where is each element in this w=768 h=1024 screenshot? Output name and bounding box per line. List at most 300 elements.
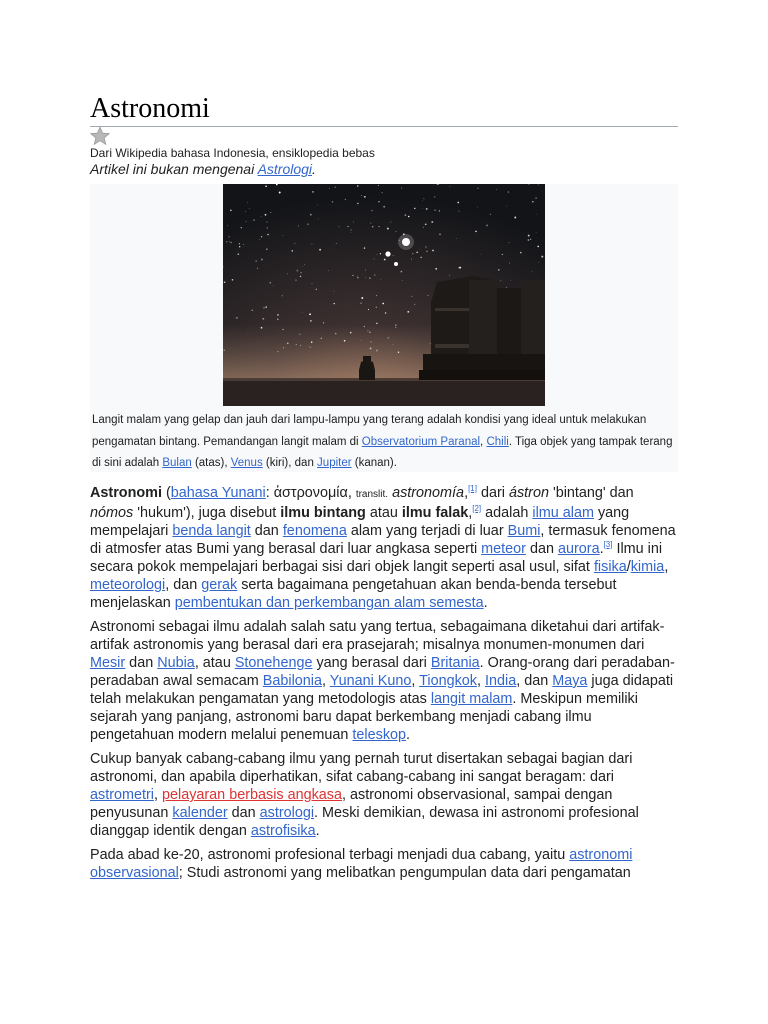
text: , termasuk fenomena di atmosfer atas Bumi yang berasal dari luar angkasa seperti	[90, 523, 676, 557]
star-dot	[477, 188, 478, 189]
link-ilmu-alam[interactable]: ilmu alam	[532, 505, 594, 521]
text: dari	[476, 485, 509, 501]
star-dot	[251, 309, 253, 311]
caption-text: . Tiga objek yang tampak terang di sini adalah	[92, 435, 673, 469]
hatnote	[90, 160, 316, 178]
link-kimia[interactable]: kimia	[630, 559, 665, 575]
link-kalender[interactable]: kalender	[172, 805, 228, 821]
translit-term: astronomía	[392, 485, 465, 501]
star-dot	[391, 222, 392, 223]
night-sky-image[interactable]	[223, 184, 545, 406]
reference-1[interactable]: [1]	[468, 484, 477, 494]
text: Astronomi sebagai ilmu adalah salah satu yang tertua, sebagaimana diketahui dari artifak-artifak astronomis yang berasal dari era prasejarah; misalnya monumen-monumen dari	[90, 619, 665, 653]
star-dot	[323, 322, 324, 323]
star-dot	[422, 208, 423, 209]
greek-term: ἀστρονομία	[273, 485, 348, 501]
star-dot	[223, 350, 224, 351]
link-bahasa-yunani[interactable]: bahasa Yunani	[170, 485, 266, 501]
star-dot	[434, 209, 436, 211]
star-dot	[514, 217, 516, 219]
link-tiongkok[interactable]: Tiongkok	[419, 673, 477, 689]
star-dot	[372, 226, 374, 228]
star-dot	[425, 246, 426, 247]
star-dot	[414, 208, 416, 210]
star-dot	[357, 185, 358, 186]
star-dot	[382, 303, 384, 305]
star-dot	[496, 189, 497, 190]
star-dot	[486, 224, 488, 226]
star-dot	[257, 268, 258, 269]
text: .	[599, 541, 604, 557]
caption-text: (kiri), dan	[262, 457, 318, 469]
link-babilonia[interactable]: Babilonia	[262, 673, 323, 689]
star-dot	[374, 274, 376, 276]
star-dot	[458, 267, 459, 268]
star-dot	[227, 225, 228, 226]
star-dot	[411, 296, 412, 297]
star-dot	[270, 212, 271, 213]
star-dot	[438, 184, 439, 185]
star-dot	[243, 244, 244, 245]
star-dot	[230, 242, 231, 243]
star-dot	[295, 279, 296, 280]
figure-caption	[92, 410, 676, 475]
star-dot	[383, 206, 385, 208]
link-fenomena[interactable]: fenomena	[282, 523, 347, 539]
star-dot	[380, 253, 381, 254]
star-dot	[361, 195, 362, 196]
star-dot	[310, 320, 312, 322]
text: /	[626, 559, 631, 575]
star-dot	[379, 226, 380, 227]
text: ,	[477, 673, 485, 689]
star-dot	[370, 347, 372, 349]
caption-text: Langit malam yang gelap dan jauh dari lampu-lampu yang terang adalah kondisi yang ideal untuk melakukan pengamatan bintang. Pemandangan langit malam di	[92, 414, 647, 448]
star-dot	[299, 334, 300, 335]
star-dot	[536, 214, 537, 215]
star-dot	[334, 303, 335, 304]
star-dot	[345, 199, 346, 200]
star-dot	[287, 343, 288, 344]
star-dot	[432, 250, 434, 252]
star-dot	[298, 225, 299, 226]
star-dot	[357, 203, 358, 204]
star-dot	[439, 233, 441, 235]
star-dot	[311, 243, 312, 244]
star-dot	[361, 340, 362, 341]
link-astronomi-observasional[interactable]: astronomi observasional	[90, 847, 633, 881]
text: Cukup banyak cabang-cabang ilmu yang pernah turut disertakan sebagai bagian dari astronomi, dan apabila diperhatikan, sifat cabang-cabang ini sangat beragam: dari	[90, 751, 633, 785]
star-dot	[265, 214, 267, 216]
translit-label: translit.	[355, 489, 389, 500]
star-dot	[365, 277, 366, 278]
star-icon[interactable]	[90, 126, 110, 146]
star-dot	[261, 259, 263, 261]
star-dot	[321, 338, 322, 339]
star-dot	[310, 347, 311, 348]
star-dot	[414, 304, 415, 305]
star-dot	[537, 246, 539, 248]
star-dot	[423, 227, 424, 228]
text: dan	[525, 541, 558, 557]
text: atau	[365, 505, 402, 521]
star-dot	[395, 324, 397, 326]
text: , dan	[165, 577, 202, 593]
link-india[interactable]: India	[485, 673, 517, 689]
star-dot	[506, 206, 507, 207]
italic-term: nómos	[90, 505, 134, 521]
text: yang mempelajari	[90, 505, 630, 539]
star-dot	[230, 210, 232, 212]
star-dot	[450, 186, 451, 187]
star-dot	[374, 258, 375, 259]
star-dot	[360, 302, 362, 304]
text: dan	[125, 655, 158, 671]
star-dot	[459, 267, 461, 269]
star-dot	[382, 192, 383, 193]
star-dot	[255, 260, 257, 262]
hatnote-text: .	[312, 161, 316, 177]
link-observatorium-paranal[interactable]: Observatorium Paranal	[361, 435, 481, 448]
star-dot	[490, 214, 491, 215]
link-yunani-kuno[interactable]: Yunani Kuno	[329, 673, 412, 689]
star-dot	[282, 295, 283, 296]
star-dot	[347, 226, 348, 227]
star-dot	[287, 273, 288, 274]
lead-figure	[90, 184, 678, 472]
star-dot	[500, 280, 501, 281]
star-dot	[311, 341, 313, 343]
star-dot	[351, 232, 352, 233]
bold-term: Astronomi	[90, 485, 162, 501]
article-body	[90, 484, 678, 888]
text: ,	[411, 673, 420, 689]
reference-2[interactable]: [2]	[472, 504, 482, 514]
star-dot	[475, 231, 477, 233]
star-dot	[245, 211, 246, 212]
star-dot	[376, 295, 377, 296]
star-dot	[336, 243, 337, 244]
star-dot	[502, 254, 503, 255]
star-dot	[236, 317, 238, 319]
star-dot	[335, 187, 336, 188]
star-dot	[352, 275, 353, 276]
star-dot	[528, 235, 530, 237]
star-dot	[449, 275, 450, 276]
link-bumi[interactable]: Bumi	[507, 523, 541, 539]
star-dot	[405, 214, 407, 216]
bold-term: ilmu falak	[401, 505, 469, 521]
star-dot	[353, 221, 354, 222]
star-dot	[520, 252, 522, 254]
star-dot	[538, 185, 539, 186]
star-dot	[535, 197, 537, 199]
star-dot	[365, 270, 366, 271]
star-dot	[261, 236, 262, 237]
star-dot	[283, 347, 284, 348]
star-dot	[408, 216, 410, 218]
star-dot	[309, 346, 310, 347]
star-dot	[238, 253, 240, 255]
star-dot	[430, 343, 431, 344]
text: dan	[250, 523, 283, 539]
link-fisika[interactable]: fisika	[593, 559, 627, 575]
link-meteorologi[interactable]: meteorologi	[90, 577, 166, 593]
star-dot	[422, 201, 423, 202]
text: adalah	[481, 505, 533, 521]
star-dot	[412, 253, 413, 254]
star-dot	[307, 223, 309, 225]
star-dot	[541, 256, 543, 258]
star-dot	[245, 221, 246, 222]
star-dot	[253, 219, 255, 221]
star-dot	[426, 251, 428, 253]
text: dan	[227, 805, 260, 821]
star-dot	[367, 330, 368, 331]
star-dot	[509, 242, 510, 243]
page-title: Astronomi	[90, 93, 210, 124]
star-dot	[344, 340, 346, 342]
star-dot	[267, 227, 269, 229]
star-dot	[416, 251, 418, 253]
star-dot	[318, 219, 319, 220]
star-dot	[279, 192, 281, 194]
star-dot	[393, 344, 394, 345]
star-dot	[312, 283, 313, 284]
star-dot	[296, 270, 298, 272]
text: alam yang terjadi di luar	[346, 523, 508, 539]
star-dot	[364, 326, 365, 327]
star-dot	[300, 276, 302, 278]
star-dot	[361, 297, 363, 299]
star-dot	[277, 351, 278, 352]
link-meteor[interactable]: meteor	[481, 541, 526, 557]
star-dot	[263, 307, 265, 309]
star-dot	[387, 228, 389, 230]
caption-text: (kanan).	[351, 457, 397, 469]
star-dot	[226, 241, 228, 243]
star-dot	[369, 277, 371, 279]
star-dot	[376, 323, 377, 324]
star-dot	[370, 341, 372, 343]
italic-term: ástron	[508, 485, 549, 501]
star-dot	[294, 243, 295, 244]
star-dot	[530, 239, 531, 240]
star-dot	[420, 257, 421, 258]
star-dot	[241, 227, 242, 228]
star-dot	[302, 312, 303, 313]
caption-text: ,	[480, 435, 487, 448]
star-dot	[300, 345, 301, 346]
text: , atau	[194, 655, 235, 671]
star-dot	[385, 312, 386, 313]
star-dot	[369, 332, 370, 333]
text: Ilmu ini secara pokok mempelajari berbagai sisi dari objek langit seperti asal usul, sifat	[90, 541, 663, 575]
star-dot	[426, 208, 428, 210]
star-dot	[371, 210, 372, 211]
star-dot	[532, 201, 533, 202]
star-dot	[283, 235, 284, 236]
text: . Meski demikian, dewasa ini astronomi profesional dianggap identik dengan	[90, 805, 639, 839]
text: :	[265, 485, 274, 501]
text: ,	[464, 485, 469, 501]
star-dot	[387, 337, 389, 339]
star-dot	[378, 201, 379, 202]
star-dot	[265, 306, 266, 307]
star-dot	[402, 280, 403, 281]
star-dot	[376, 350, 378, 352]
text: ,	[322, 673, 330, 689]
text: ,	[153, 787, 162, 803]
star-dot	[395, 231, 396, 232]
star-dot	[434, 196, 435, 197]
star-dot	[376, 307, 377, 308]
star-dot	[266, 248, 268, 250]
star-dot	[239, 246, 240, 247]
star-dot	[304, 264, 305, 265]
text: ,	[347, 485, 356, 501]
star-dot	[350, 332, 352, 334]
star-dot	[357, 276, 358, 277]
star-dot	[229, 241, 230, 242]
star-dot	[232, 279, 234, 281]
star-dot	[364, 196, 366, 198]
star-dot	[456, 238, 457, 239]
star-dot	[536, 232, 537, 233]
star-dot	[309, 313, 311, 315]
link-jupiter[interactable]: Jupiter	[317, 457, 352, 469]
star-dot	[282, 329, 283, 330]
link-nubia[interactable]: Nubia	[157, 655, 195, 671]
star-dot	[302, 266, 303, 267]
link-pembentukan-alam-semesta[interactable]: pembentukan dan perkembangan alam semesta	[174, 595, 484, 611]
link-astrometri[interactable]: astrometri	[90, 787, 154, 803]
text: ; Studi astronomi yang melibatkan pengumpulan data dari pengamatan	[178, 865, 631, 881]
star-dot	[239, 243, 240, 244]
star-dot	[300, 272, 301, 273]
star-dot	[292, 250, 294, 252]
star-dot	[395, 327, 396, 328]
link-stonehenge[interactable]: Stonehenge	[234, 655, 313, 671]
star-dot	[431, 221, 433, 223]
link-mesir[interactable]: Mesir	[90, 655, 126, 671]
link-benda-langit[interactable]: benda langit	[172, 523, 251, 539]
star-dot	[368, 309, 369, 310]
redlink-pelayaran-berbasis-angkasa[interactable]: pelayaran berbasis angkasa	[161, 787, 342, 803]
star-dot	[329, 188, 330, 189]
star-dot	[528, 239, 530, 241]
text: serta bagaimana pengetahuan akan benda-benda tersebut menjelaskan	[90, 577, 617, 611]
star-dot	[393, 255, 394, 256]
link-britania[interactable]: Britania	[430, 655, 480, 671]
text: 'bintang' dan	[548, 485, 634, 501]
star-dot	[398, 352, 399, 353]
star-dot	[508, 191, 510, 193]
star-dot	[381, 279, 382, 280]
text: ,	[468, 505, 473, 521]
star-dot	[419, 249, 420, 250]
star-dot	[509, 263, 510, 264]
link-astrologi-body[interactable]: astrologi	[259, 805, 315, 821]
reference-3[interactable]: [3]	[603, 540, 613, 550]
star-dot	[401, 271, 403, 273]
star-dot	[498, 269, 500, 271]
text: Pada abad ke-20, astronomi profesional terbagi menjadi dua cabang, yaitu	[90, 847, 570, 863]
star-dot	[262, 318, 264, 320]
text: ,	[664, 559, 669, 575]
star-dot	[339, 226, 340, 227]
link-teleskop[interactable]: teleskop	[352, 727, 407, 743]
star-dot	[407, 311, 409, 313]
text: .	[406, 727, 411, 743]
star-dot	[384, 259, 386, 261]
star-dot	[435, 268, 437, 270]
link-astrologi[interactable]: Astrologi	[257, 161, 313, 177]
star-dot	[228, 236, 229, 237]
link-gerak[interactable]: gerak	[201, 577, 238, 593]
star-dot	[357, 277, 359, 279]
paragraph-2	[90, 618, 678, 744]
text: 'hukum'), juga disebut	[133, 505, 281, 521]
star-dot	[506, 287, 507, 288]
star-dot	[224, 281, 226, 283]
star-dot	[277, 314, 279, 316]
star-dot	[378, 185, 379, 186]
star-dot	[511, 280, 512, 281]
link-langit-malam[interactable]: langit malam	[430, 691, 513, 707]
text: , astronomi observasional, sampai dengan penyusunan	[90, 787, 613, 821]
star-dot	[328, 270, 329, 271]
link-bulan[interactable]: Bulan	[162, 457, 192, 469]
star-dot	[247, 202, 248, 203]
text: juga didapati telah melakukan pengamatan yang metodologis atas	[90, 673, 674, 707]
paragraph-4	[90, 846, 678, 882]
star-dot	[364, 247, 365, 248]
star-dot	[296, 344, 297, 345]
paragraph-1	[90, 484, 678, 612]
star-dot	[457, 202, 459, 204]
link-astrofisika[interactable]: astrofisika	[250, 823, 316, 839]
text: (	[161, 485, 171, 501]
link-maya[interactable]: Maya	[552, 673, 588, 689]
paragraph-3	[90, 750, 678, 840]
star-dot	[317, 353, 318, 354]
text: , dan	[516, 673, 553, 689]
star-dot	[532, 271, 533, 272]
star-dot	[267, 234, 269, 236]
link-venus[interactable]: Venus	[230, 457, 263, 469]
link-chili[interactable]: Chili	[486, 435, 509, 448]
star-dot	[261, 216, 262, 217]
star-dot	[277, 319, 278, 320]
caption-text: (atas),	[191, 457, 231, 469]
text: .	[315, 823, 320, 839]
star-dot	[539, 262, 540, 263]
star-dot	[265, 185, 267, 187]
link-aurora[interactable]: aurora	[557, 541, 600, 557]
text: . Meskipun memiliki sejarah yang panjang, astronomi baru dapat berkembang menjadi cabang ilmu pengetahuan modern melalui penemuan	[90, 691, 638, 743]
star-dot	[425, 223, 427, 225]
star-dot	[319, 249, 321, 251]
star-dot	[332, 201, 334, 203]
star-dot	[247, 333, 248, 334]
star-dot	[334, 291, 335, 292]
bold-term: ilmu bintang	[280, 505, 366, 521]
text: .	[483, 595, 488, 611]
star-dot	[277, 190, 278, 191]
star-dot	[273, 285, 274, 286]
star-dot	[377, 254, 378, 255]
